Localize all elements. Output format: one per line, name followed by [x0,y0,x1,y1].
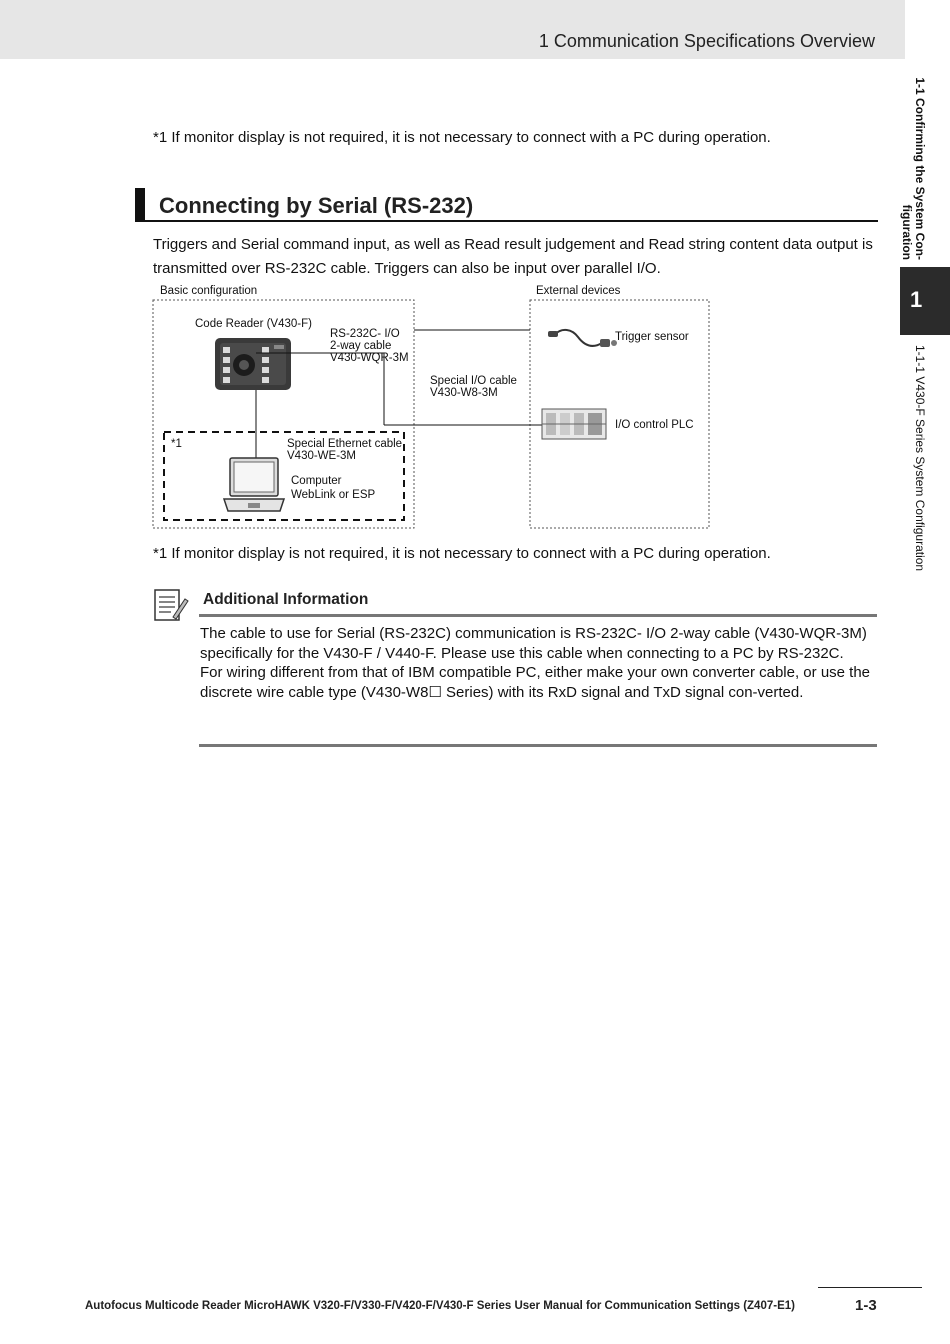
footer-rule [818,1287,922,1288]
footnote-marker: *1 [171,438,182,450]
computer-label-line2: WebLink or ESP [291,489,376,501]
footer-text: Autofocus Multicode Reader MicroHAWK V320-F/V330-F/V420-F/V430-F Series User Manual for Communication Settings (Z407-E1) [85,1300,795,1312]
additional-info-body [200,624,880,702]
plc-icon [542,409,606,439]
side-tab-section-label: 1-1 Confirming the System Con-figuration [900,77,927,260]
additional-info-paragraph-2: For wiring different from that of IBM compatible PC, either make your own converter cable, or use the discrete wire cable type (V430-W8☐ Series) with its RxD signal and TxD signal con-verted. [200,664,871,701]
code-reader-label: Code Reader (V430-F) [195,318,312,330]
plc-label: I/O control PLC [615,419,694,431]
additional-info-bottom-rule [199,744,877,747]
external-devices-label: External devices [536,285,621,297]
io-cable-label-line2: V430-W8-3M [430,387,498,399]
footnote-top: *1 If monitor display is not required, it is not necessary to connect with a PC during operation. [153,129,771,146]
chapter-number: 1 [910,287,923,312]
chapter-tab [900,267,950,335]
side-tab-section [900,60,926,260]
section-intro: Triggers and Serial command input, as well as Read result judgement and Read string content data output is transmitted over RS-232C cable. Triggers can also be input over parallel I/O. [153,236,873,277]
io-cable-label-line1: Special I/O cable [430,375,517,387]
ethernet-cable-label-line1: Special Ethernet cable [287,438,403,450]
trigger-sensor-icon [548,330,617,347]
computer-label-line1: Computer [291,475,342,487]
rs232-cable-label-line2: 2-way cable [330,340,392,352]
trigger-sensor-label: Trigger sensor [615,331,689,343]
basic-config-label: Basic configuration [160,285,258,297]
code-reader-icon [215,338,291,390]
ethernet-cable-label-line2: V430-WE-3M [287,450,357,462]
section-marker [135,188,145,222]
rs232-cable-label-line1: RS-232C- I/O [330,328,400,340]
computer-icon [224,458,284,511]
system-configuration-diagram [152,283,712,533]
additional-info-paragraph-1: The cable to use for Serial (RS-232C) communication is RS-232C- I/O 2-way cable (V430-WQR-3M) specifically for the V430-F / V440-F. Please use this cable when connecting to a PC by RS-232C. [200,625,867,662]
side-tab-subsection-label: 1-1-1 V430-F Series System Configuration [913,345,927,572]
side-tab-subsection [900,345,926,595]
additional-info-top-rule [199,614,877,617]
footnote-bottom: *1 If monitor display is not required, it is not necessary to connect with a PC during operation. [153,545,771,562]
header-title: 1 Communication Specifications Overview [538,31,875,51]
page-number: 1-3 [855,1297,877,1314]
section-title: Connecting by Serial (RS-232) [159,193,474,218]
section-divider [145,220,878,222]
notepad-icon [153,587,189,623]
rs232-cable-label-line3: V430-WQR-3M [330,352,409,364]
additional-info-title: Additional Information [203,591,369,608]
